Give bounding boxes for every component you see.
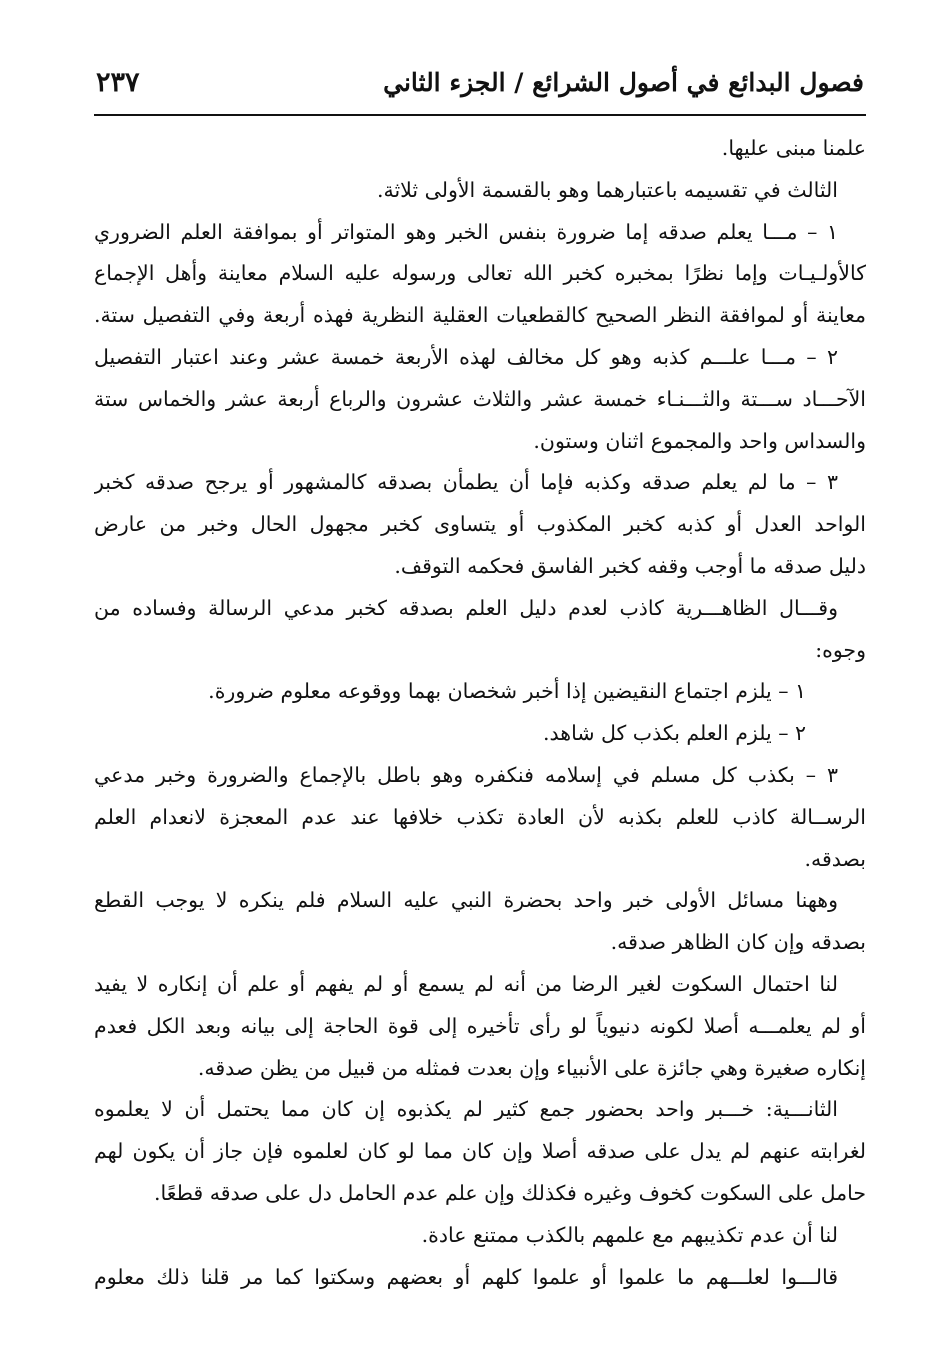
text-line: وههنا مسائل الأولى خبر واحد بحضرة النبي عليه السلام فلم ينكره لا يوجب القطع [94, 888, 838, 913]
text-line: علمنا مبنى عليها. [721, 136, 866, 160]
text-line: لغرابته عنهم لم يدل على صدقه أصلا وإن كان مما لو كان لعلموه فإن جاز أن يكون لهم [94, 1139, 866, 1164]
text-line: ١ – مـــا يعلم صدقه إما ضرورة بنفس الخبر وهو المتواتر أو بموافقة العلم الضروري [94, 219, 838, 244]
text-line: ٢ – مـــا علـــم كذبه وهو كل مخالف لهذه الأربعة خمسة عشر وعند اعتبار التفصيل [94, 344, 838, 369]
page-body [94, 128, 866, 1298]
text-line: كالأولـيـات وإما نظرًا بمخبره كخبر الله تعالى ورسوله عليه السلام معاينة وأهل الإجماع [94, 261, 866, 286]
text-line: قالـــوا لعلـــهم ما علموا أو علموا كلهم أو بعضهم وسكتوا كما مر قلنا ذلك معلوم [94, 1264, 838, 1289]
text-line: بصدقه. [804, 846, 866, 871]
running-title: فصول البدائع في أصول الشرائع / الجزء الثاني [383, 67, 864, 97]
text-line: الواحد العدل أو كذبه كخبر المكذوب أو يتساوى كخبر مجهول الحال وخبر من عارض [94, 512, 866, 537]
text-line: الآحـــاد ســـتة والثـــنـاء خمسة عشر والثلاث عشرون والرباع أربعة عشر والخماس ستة [94, 386, 866, 411]
header-rule [94, 114, 866, 116]
text-line: إنكاره صغيرة وهي جائزة على الأنبياء وإن بعدت فمثله من قبيل من يظن صدقه. [197, 1055, 866, 1080]
text-line: ٣ – بكذب كل مسلم في إسلامه فنكفره وهو باطل بالإجماع والضرورة وخبر مدعي [94, 762, 838, 787]
text-line: دليل صدقه ما أوجب وقفه كخبر الفاسق فحكمه التوقف. [394, 553, 866, 578]
text-line: الثانـــية: خـــبر واحد بحضور جمع كثير لم يكذبوه إن كان مما يحتمل أن لا يعلموه [94, 1097, 838, 1122]
text-line: وقـــال الظاهـــرية كاذب لعدم دليل العلم بصدقه كخبر مدعي الرسالة وفساده من [94, 595, 838, 620]
text-line: معاينة أو لموافقة النظر الصحيح كالقطعيات العقلية النظرية فهذه أربعة وفي التفصيل ستة. [94, 303, 866, 328]
text-line: لنا أن عدم تكذيبهم مع علمهم بالكذب ممتنع عادة. [421, 1222, 838, 1247]
text-line: بصدقه وإن كان الظاهر صدقه. [610, 930, 866, 955]
text-line: ٣ – ما لم يعلم صدقه وكذبه فإما أن يطمأن بصدقه كالمشهور أو يرجح صدقه كخبر [94, 470, 838, 495]
text-line: الرســالة كاذب للعلم بكذبه لأن العادة تكذب خلافها عند عدم المعجزة لانعدام العلم [94, 804, 866, 829]
text-line: ١ – يلزم اجتماع النقيضين إذا أخبر شخصان بهما ووقوعه معلوم ضرورة. [208, 679, 806, 704]
text-line: حامل على السكوت كخوف وغيره فكذلك وإن علم عدم الحامل دل على صدقه قطعًا. [153, 1180, 866, 1205]
text-line: لنا احتمال السكوت لغير الرضا من أنه لم يسمع أو لم يفهم أو علم أن إنكاره لا يفيد [94, 971, 838, 996]
page-number: ٢٣٧ [96, 66, 140, 98]
text-line: الثالث في تقسيمه باعتبارهما وهو بالقسمة الأولى ثلاثة. [376, 177, 838, 202]
text-line: أو لم يعلمـــه أصلا لكونه دنيوياً لو رأى تأخيره إلى قوة الحاجة إلى بيانه وبعد الكل فعدم [94, 1013, 866, 1038]
text-line: ٢ – يلزم العلم بكذب كل شاهد. [542, 721, 806, 746]
running-header [96, 52, 864, 112]
text-line: والسداس واحد والمجموع اثنان وستون. [533, 428, 866, 453]
text-line: وجوه: [815, 637, 866, 662]
